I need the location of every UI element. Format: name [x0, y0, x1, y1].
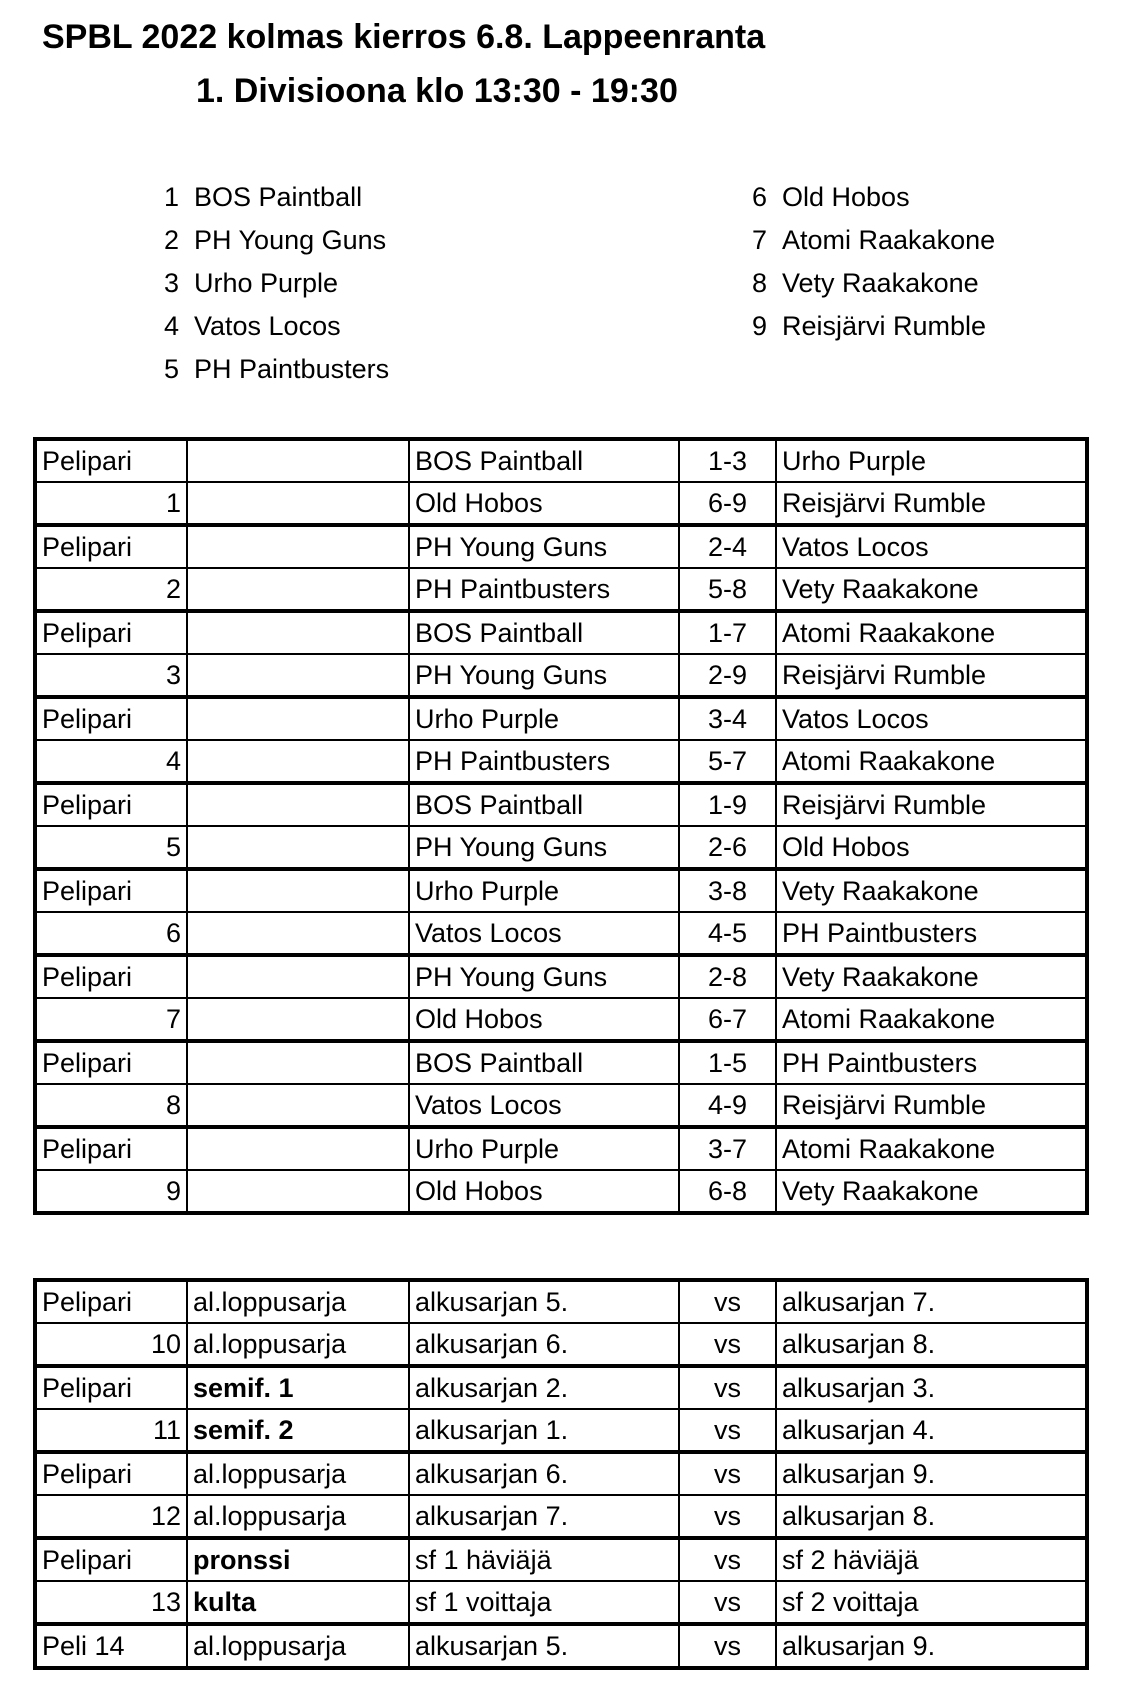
pair-number: 13	[35, 1581, 187, 1624]
away-team: Atomi Raakakone	[776, 740, 1087, 783]
away-team: Vety Raakakone	[776, 869, 1087, 912]
match-pair-7	[35, 955, 1087, 1041]
home-team: Vatos Locos	[409, 1084, 679, 1127]
away-team: Vatos Locos	[776, 525, 1087, 568]
team-name: Urho Purple	[194, 268, 339, 298]
pair-label: Pelipari	[35, 525, 187, 568]
home-team: Urho Purple	[409, 697, 679, 740]
match-code: 6-7	[679, 998, 776, 1041]
team-name: PH Young Guns	[194, 225, 387, 255]
pair-label: Pelipari	[35, 439, 187, 482]
pair-label: Pelipari	[35, 783, 187, 826]
away-slot: alkusarjan 9.	[776, 1452, 1087, 1495]
match-code: 3-8	[679, 869, 776, 912]
table-row	[35, 1452, 1087, 1495]
home-slot: alkusarjan 6.	[409, 1323, 679, 1366]
pair-number: 10	[35, 1323, 187, 1366]
away-team: Old Hobos	[776, 826, 1087, 869]
pair-label: Pelipari	[35, 1280, 187, 1323]
pair-number: 1	[35, 482, 187, 525]
match-code: 2-9	[679, 654, 776, 697]
versus-label: vs	[679, 1581, 776, 1624]
pair-label: Pelipari	[35, 1452, 187, 1495]
team-list-left	[164, 176, 389, 391]
home-team: Vatos Locos	[409, 912, 679, 955]
team-entry	[752, 219, 995, 262]
team-number: 9	[752, 311, 768, 341]
empty-cell	[187, 1041, 409, 1084]
table-row	[35, 654, 1087, 697]
away-team: Vety Raakakone	[776, 568, 1087, 611]
home-team: Urho Purple	[409, 869, 679, 912]
stage-label: al.loppusarja	[187, 1323, 409, 1366]
stage-label: semif. 2	[187, 1409, 409, 1452]
pair-number: 7	[35, 998, 187, 1041]
team-name: Vatos Locos	[194, 311, 341, 341]
empty-cell	[187, 482, 409, 525]
home-slot: sf 1 häviäjä	[409, 1538, 679, 1581]
match-pair-8	[35, 1041, 1087, 1127]
pair-number: 4	[35, 740, 187, 783]
away-team: PH Paintbusters	[776, 1041, 1087, 1084]
home-slot: alkusarjan 2.	[409, 1366, 679, 1409]
stage-label: al.loppusarja	[187, 1452, 409, 1495]
table-row	[35, 1495, 1087, 1538]
table-row	[35, 826, 1087, 869]
team-entry	[164, 176, 389, 219]
versus-label: vs	[679, 1624, 776, 1668]
home-team: PH Young Guns	[409, 955, 679, 998]
pair-number: 8	[35, 1084, 187, 1127]
pair-label: Pelipari	[35, 697, 187, 740]
team-entry	[752, 305, 995, 348]
table-row	[35, 439, 1087, 482]
stage-label: semif. 1	[187, 1366, 409, 1409]
table-row	[35, 1280, 1087, 1323]
team-entry	[164, 305, 389, 348]
match-code: 6-8	[679, 1170, 776, 1213]
table-row	[35, 740, 1087, 783]
table-row	[35, 1323, 1087, 1366]
pair-label: Pelipari	[35, 869, 187, 912]
home-team: PH Paintbusters	[409, 740, 679, 783]
empty-cell	[187, 525, 409, 568]
table-row	[35, 525, 1087, 568]
match-pair-3	[35, 611, 1087, 697]
pair-number: 11	[35, 1409, 187, 1452]
away-team: Vety Raakakone	[776, 1170, 1087, 1213]
pair-label: Pelipari	[35, 1041, 187, 1084]
empty-cell	[187, 568, 409, 611]
away-slot: alkusarjan 8.	[776, 1495, 1087, 1538]
match-pair-9	[35, 1127, 1087, 1213]
stage-label: pronssi	[187, 1538, 409, 1581]
away-slot: sf 2 häviäjä	[776, 1538, 1087, 1581]
team-number: 1	[164, 182, 180, 212]
finals-schedule	[33, 1278, 1089, 1670]
versus-label: vs	[679, 1409, 776, 1452]
away-team: Reisjärvi Rumble	[776, 482, 1087, 525]
table-row	[35, 1538, 1087, 1581]
finals-pair-12	[35, 1452, 1087, 1538]
away-team: Vatos Locos	[776, 697, 1087, 740]
home-team: PH Young Guns	[409, 654, 679, 697]
home-slot: sf 1 voittaja	[409, 1581, 679, 1624]
table-row	[35, 1581, 1087, 1624]
pair-number: 9	[35, 1170, 187, 1213]
table-row	[35, 1127, 1087, 1170]
versus-label: vs	[679, 1366, 776, 1409]
table-row	[35, 1084, 1087, 1127]
home-slot: alkusarjan 5.	[409, 1280, 679, 1323]
home-slot: alkusarjan 1.	[409, 1409, 679, 1452]
finals-pair-11	[35, 1366, 1087, 1452]
away-team: Vety Raakakone	[776, 955, 1087, 998]
stage-label: al.loppusarja	[187, 1495, 409, 1538]
versus-label: vs	[679, 1538, 776, 1581]
empty-cell	[187, 826, 409, 869]
team-name: Reisjärvi Rumble	[782, 311, 987, 341]
pair-label: Peli 14	[35, 1624, 187, 1668]
finals-game-14	[35, 1624, 1087, 1668]
away-slot: alkusarjan 3.	[776, 1366, 1087, 1409]
match-pair-1	[35, 439, 1087, 525]
home-team: Old Hobos	[409, 998, 679, 1041]
pair-number: 12	[35, 1495, 187, 1538]
versus-label: vs	[679, 1323, 776, 1366]
versus-label: vs	[679, 1495, 776, 1538]
team-number: 6	[752, 182, 768, 212]
away-team: Atomi Raakakone	[776, 1127, 1087, 1170]
empty-cell	[187, 1170, 409, 1213]
away-team: Reisjärvi Rumble	[776, 1084, 1087, 1127]
team-number: 4	[164, 311, 180, 341]
away-team: PH Paintbusters	[776, 912, 1087, 955]
home-team: BOS Paintball	[409, 783, 679, 826]
match-code: 6-9	[679, 482, 776, 525]
away-slot: alkusarjan 4.	[776, 1409, 1087, 1452]
match-code: 2-6	[679, 826, 776, 869]
versus-label: vs	[679, 1280, 776, 1323]
table-row	[35, 783, 1087, 826]
empty-cell	[187, 912, 409, 955]
match-code: 3-4	[679, 697, 776, 740]
match-code: 4-5	[679, 912, 776, 955]
pair-label: Pelipari	[35, 611, 187, 654]
team-name: Vety Raakakone	[782, 268, 979, 298]
team-entry	[164, 219, 389, 262]
match-pair-4	[35, 697, 1087, 783]
stage-label: al.loppusarja	[187, 1280, 409, 1323]
home-team: BOS Paintball	[409, 439, 679, 482]
group-stage-schedule	[33, 437, 1089, 1215]
match-code: 3-7	[679, 1127, 776, 1170]
empty-cell	[187, 439, 409, 482]
team-number: 5	[164, 354, 180, 384]
pair-number: 2	[35, 568, 187, 611]
table-row	[35, 482, 1087, 525]
match-code: 2-8	[679, 955, 776, 998]
match-code: 4-9	[679, 1084, 776, 1127]
away-slot: alkusarjan 9.	[776, 1624, 1087, 1668]
empty-cell	[187, 998, 409, 1041]
match-code: 1-9	[679, 783, 776, 826]
pair-number: 3	[35, 654, 187, 697]
home-team: Old Hobos	[409, 1170, 679, 1213]
home-slot: alkusarjan 5.	[409, 1624, 679, 1668]
match-code: 2-4	[679, 525, 776, 568]
match-code: 1-5	[679, 1041, 776, 1084]
table-row	[35, 568, 1087, 611]
match-pair-2	[35, 525, 1087, 611]
team-name: BOS Paintball	[194, 182, 363, 212]
team-number: 7	[752, 225, 768, 255]
match-code: 5-8	[679, 568, 776, 611]
team-name: Old Hobos	[782, 182, 910, 212]
home-team: BOS Paintball	[409, 611, 679, 654]
empty-cell	[187, 654, 409, 697]
pair-label: Pelipari	[35, 1127, 187, 1170]
table-row	[35, 912, 1087, 955]
finals-pair-13	[35, 1538, 1087, 1624]
team-name: PH Paintbusters	[194, 354, 390, 384]
match-code: 1-7	[679, 611, 776, 654]
empty-cell	[187, 869, 409, 912]
empty-cell	[187, 611, 409, 654]
empty-cell	[187, 1084, 409, 1127]
away-slot: sf 2 voittaja	[776, 1581, 1087, 1624]
table-row	[35, 869, 1087, 912]
home-team: PH Young Guns	[409, 525, 679, 568]
pair-number: 5	[35, 826, 187, 869]
empty-cell	[187, 740, 409, 783]
finals-pair-10	[35, 1280, 1087, 1366]
table-row	[35, 1624, 1087, 1668]
home-team: BOS Paintball	[409, 1041, 679, 1084]
empty-cell	[187, 955, 409, 998]
table-row	[35, 611, 1087, 654]
away-team: Atomi Raakakone	[776, 998, 1087, 1041]
match-code: 5-7	[679, 740, 776, 783]
page-title: SPBL 2022 kolmas kierros 6.8. Lappeenranta	[42, 18, 766, 56]
match-pair-5	[35, 783, 1087, 869]
table-row	[35, 1366, 1087, 1409]
home-slot: alkusarjan 6.	[409, 1452, 679, 1495]
versus-label: vs	[679, 1452, 776, 1495]
table-row	[35, 1041, 1087, 1084]
table-row	[35, 1170, 1087, 1213]
pair-label: Pelipari	[35, 1366, 187, 1409]
team-name: Atomi Raakakone	[782, 225, 996, 255]
pair-label: Pelipari	[35, 1538, 187, 1581]
table-row	[35, 955, 1087, 998]
team-number: 8	[752, 268, 768, 298]
home-team: PH Young Guns	[409, 826, 679, 869]
pair-number: 6	[35, 912, 187, 955]
match-code: 1-3	[679, 439, 776, 482]
home-team: Urho Purple	[409, 1127, 679, 1170]
team-entry	[164, 348, 389, 391]
home-team: Old Hobos	[409, 482, 679, 525]
team-number: 3	[164, 268, 180, 298]
table-row	[35, 697, 1087, 740]
stage-label: kulta	[187, 1581, 409, 1624]
team-number: 2	[164, 225, 180, 255]
page-subtitle: 1. Divisioona klo 13:30 - 19:30	[196, 72, 678, 110]
home-slot: alkusarjan 7.	[409, 1495, 679, 1538]
table-row	[35, 998, 1087, 1041]
match-pair-6	[35, 869, 1087, 955]
home-team: PH Paintbusters	[409, 568, 679, 611]
table-row	[35, 1409, 1087, 1452]
away-slot: alkusarjan 8.	[776, 1323, 1087, 1366]
team-entry	[752, 176, 995, 219]
empty-cell	[187, 1127, 409, 1170]
away-team: Reisjärvi Rumble	[776, 783, 1087, 826]
empty-cell	[187, 697, 409, 740]
empty-cell	[187, 783, 409, 826]
team-entry	[164, 262, 389, 305]
pair-label: Pelipari	[35, 955, 187, 998]
team-entry	[752, 262, 995, 305]
team-list-right	[752, 176, 995, 348]
away-slot: alkusarjan 7.	[776, 1280, 1087, 1323]
away-team: Urho Purple	[776, 439, 1087, 482]
away-team: Reisjärvi Rumble	[776, 654, 1087, 697]
stage-label: al.loppusarja	[187, 1624, 409, 1668]
away-team: Atomi Raakakone	[776, 611, 1087, 654]
